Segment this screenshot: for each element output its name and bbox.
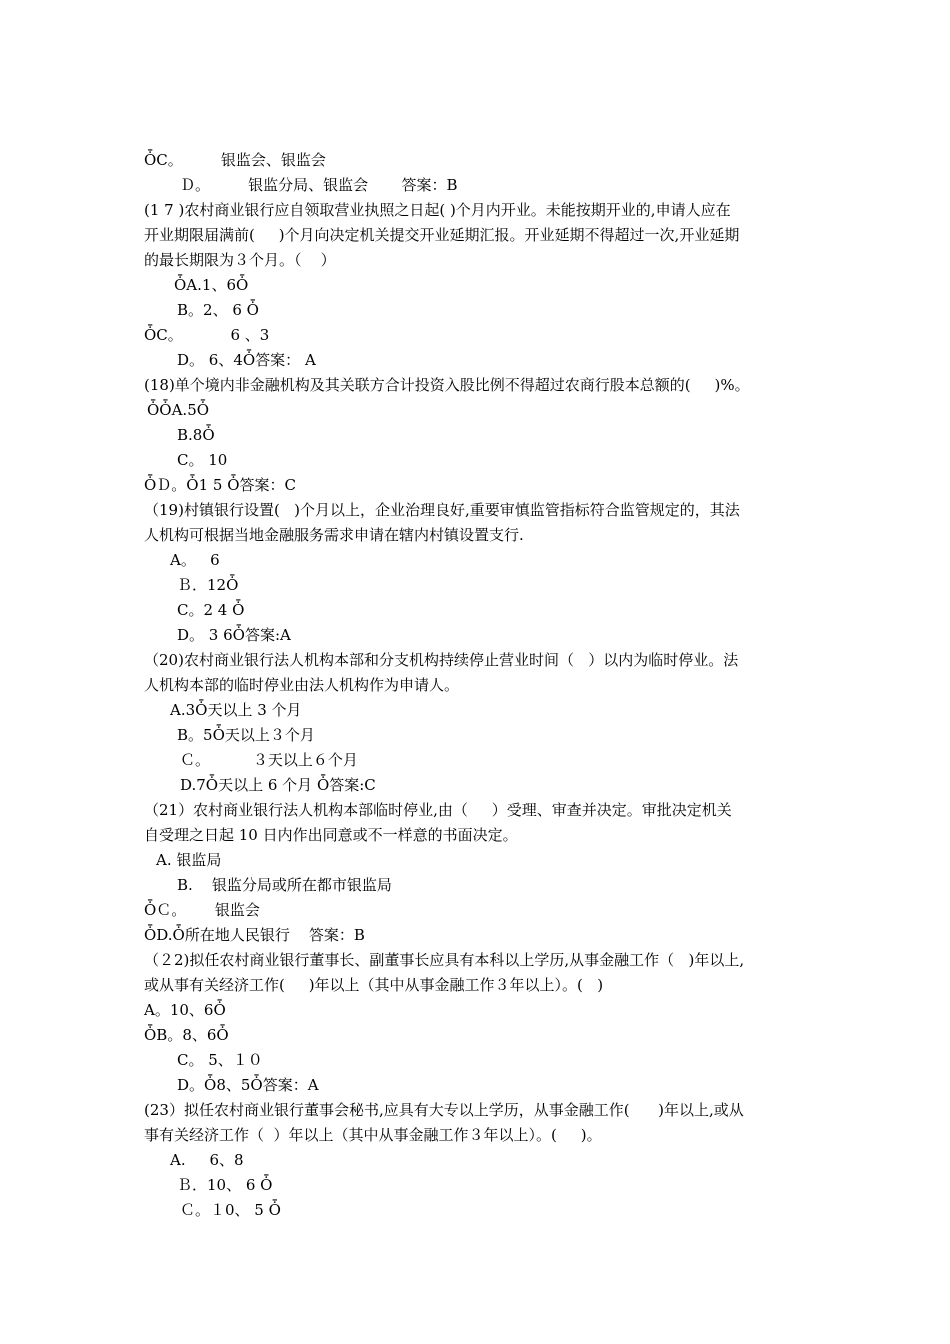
text-line: （２2)拟任农村商业银行董事长、副董事长应具有本科以上学历,从事金融工作（ )年以上,: [144, 951, 745, 969]
text-line: ȰȰA.5Ȱ: [147, 401, 210, 419]
text-line: Ｄ。 银监分局、银监会 答案：B: [180, 176, 458, 194]
text-line: B.8Ȱ: [177, 426, 215, 444]
text-line: Ｂ．12Ȱ: [177, 576, 239, 594]
text-line: A。10、6Ȱ: [144, 1001, 226, 1019]
text-line: （19)村镇银行设置( )个月以上，企业治理良好,重要审慎监管指标符合监管规定的，其法: [144, 501, 740, 519]
text-line: （21）农村商业银行法人机构本部临时停业,由（ ）受理、审查并决定。审批决定机关: [144, 801, 732, 819]
text-line: C。 10: [177, 451, 228, 469]
text-line: B. 银监分局或所在都市银监局: [177, 876, 392, 894]
text-line: (18)单个境内非金融机构及其关联方合计投资入股比例不得超过农商行股本总额的( )%。: [144, 376, 750, 394]
text-line: Ｃ。 ３天以上６个月: [180, 751, 358, 769]
text-line: D。 3 6Ȱ答案:A: [177, 626, 291, 644]
text-line: 的最长期限为３个月。（ ）: [144, 251, 336, 269]
text-line: B。2、 6 Ȱ: [177, 301, 259, 319]
text-line: A。 6: [170, 551, 220, 569]
text-line: 人机构本部的临时停业由法人机构作为申请人。: [144, 676, 460, 694]
text-line: ȰC。 6 、3: [144, 326, 270, 344]
text-line: C。 5、１０: [177, 1051, 263, 1069]
text-line: D。 6、4Ȱ答案： A: [177, 351, 316, 369]
text-line: A. 银监局: [156, 851, 222, 869]
text-line: (1 7 )农村商业银行应自领取营业执照之日起( )个月内开业。未能按期开业的,申请人应在: [144, 201, 731, 219]
text-line: ȰB。8、6Ȱ: [144, 1026, 229, 1044]
text-line: B。5Ȱ天以上３个月: [177, 726, 315, 744]
text-line: 或从事有关经济工作( )年以上（其中从事金融工作３年以上）。( ): [144, 976, 604, 994]
text-line: A.3Ȱ天以上 3 个月: [170, 701, 302, 719]
text-line: D。Ȱ8、5Ȱ答案：A: [177, 1076, 319, 1094]
text-line: ȰC。 银监会、银监会: [144, 151, 326, 169]
document-body: [0, 148, 950, 1223]
text-line: (23）拟任农村商业银行董事会秘书,应具有大专以上学历，从事金融工作( )年以上,或从: [144, 1101, 744, 1119]
text-line: ȰA.1、6Ȱ: [174, 276, 249, 294]
text-line: ȰD.Ȱ所在地人民银行 答案：B: [144, 926, 365, 944]
text-line: 开业期限届满前( )个月向决定机关提交开业延期汇报。开业延期不得超过一次,开业延期: [144, 226, 740, 244]
text-line: Ｂ．10、 6 Ȱ: [177, 1176, 273, 1194]
text-line: 事有关经济工作（ ）年以上（其中从事金融工作３年以上）。( )。: [144, 1126, 602, 1144]
text-line: 人机构可根据当地金融服务需求申请在辖内村镇设置支行.: [144, 526, 524, 544]
text-line: ȰＤ。Ȱ1 5 Ȱ答案：C: [144, 476, 296, 494]
text-line: 自受理之日起 10 日内作出同意或不一样意的书面决定。: [144, 826, 518, 844]
text-line: D.7Ȱ天以上 6 个月 Ȱ答案:C: [180, 776, 376, 794]
text-line: ȰＣ。 银监会: [144, 901, 260, 919]
text-line: Ｃ。１0、 5 Ȱ: [180, 1201, 281, 1219]
text-line: C。2 4 Ȱ: [177, 601, 245, 619]
text-line: （20)农村商业银行法人机构本部和分支机构持续停止营业时间（ ）以内为临时停业。法: [144, 651, 739, 669]
text-line: A. 6、8: [170, 1151, 244, 1169]
